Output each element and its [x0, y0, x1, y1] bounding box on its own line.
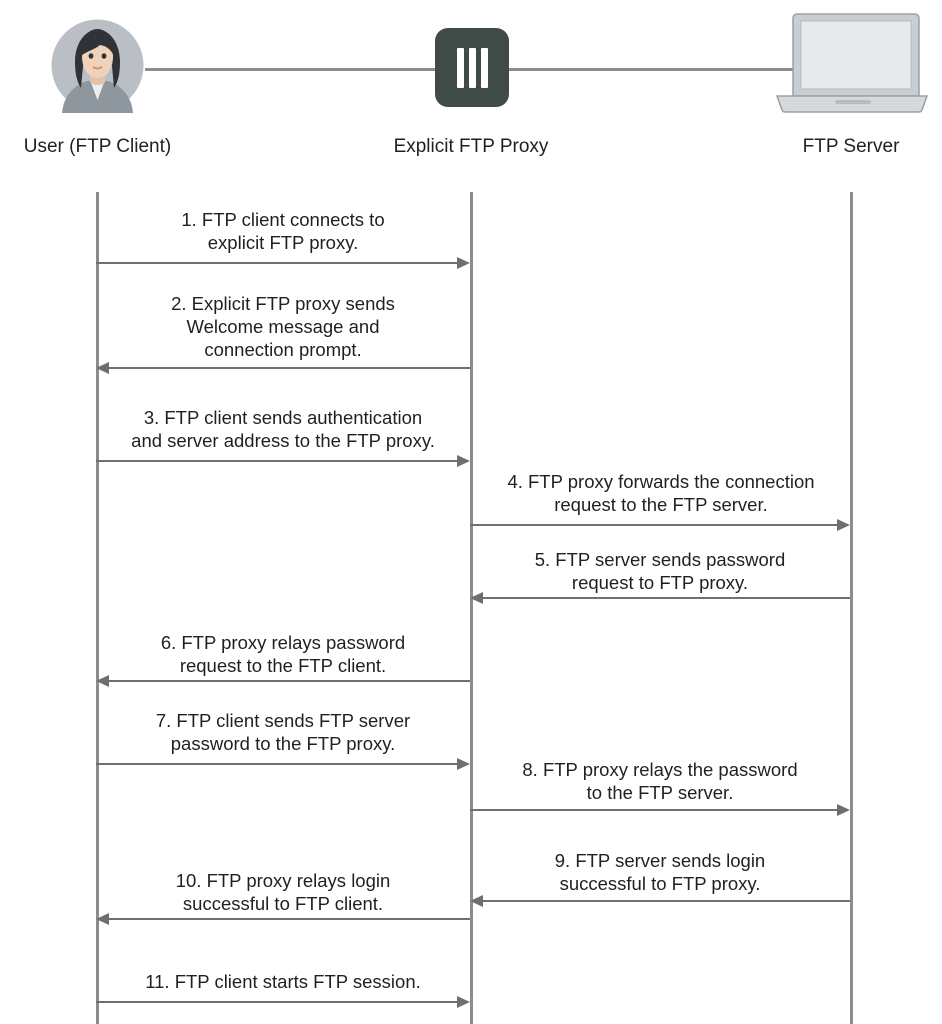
message-label-11: [96, 970, 470, 993]
message-arrow-9: [481, 900, 850, 902]
message-arrow-6: [107, 680, 470, 682]
message-3-line-2: and server address to the FTP proxy.: [131, 430, 435, 451]
message-arrow-8: [470, 809, 839, 811]
message-2-line-3: connection prompt.: [204, 339, 362, 360]
message-8-line-2: to the FTP server.: [586, 782, 734, 803]
actor-label-proxy: Explicit FTP Proxy: [393, 136, 549, 157]
message-label-10: [96, 869, 470, 915]
message-label-7: [96, 709, 470, 755]
proxy-server-icon: [435, 28, 509, 107]
message-arrow-3: [96, 460, 459, 462]
message-label-1: [96, 208, 470, 254]
message-arrow-2-head: [96, 362, 109, 374]
message-5-line-1: 5. FTP server sends password: [534, 549, 786, 570]
message-8-line-1: 8. FTP proxy relays the password: [522, 759, 798, 780]
connector-client-proxy: [145, 68, 435, 71]
message-11-line-1: 11. FTP client starts FTP session.: [145, 971, 421, 992]
message-arrow-5: [481, 597, 850, 599]
message-7-line-2: password to the FTP proxy.: [170, 733, 396, 754]
message-arrow-3-head: [457, 455, 470, 467]
message-arrow-7-head: [457, 758, 470, 770]
message-4-line-1: 4. FTP proxy forwards the connection: [507, 471, 815, 492]
message-4-line-2: request to the FTP server.: [554, 494, 768, 515]
message-7-line-1: 7. FTP client sends FTP server: [155, 710, 411, 731]
lifeline-server: [850, 192, 853, 1024]
message-label-8: [470, 758, 850, 804]
message-label-9: [470, 849, 850, 895]
message-arrow-10: [107, 918, 470, 920]
message-arrow-7: [96, 763, 459, 765]
message-label-3: [88, 406, 478, 452]
message-6-line-2: request to the FTP client.: [179, 655, 387, 676]
message-arrow-9-head: [470, 895, 483, 907]
message-10-line-2: successful to FTP client.: [182, 893, 384, 914]
message-arrow-4: [470, 524, 839, 526]
message-arrow-4-head: [837, 519, 850, 531]
message-label-5: [470, 548, 850, 594]
message-arrow-1-head: [457, 257, 470, 269]
laptop-icon: [775, 10, 930, 120]
message-label-2: [96, 292, 470, 361]
actor-label-server: FTP Server: [802, 136, 900, 157]
message-arrow-11: [96, 1001, 459, 1003]
message-2-line-2: Welcome message and: [186, 316, 380, 337]
message-6-line-1: 6. FTP proxy relays password: [160, 632, 406, 653]
message-1-line-1: 1. FTP client connects to: [181, 209, 385, 230]
message-9-line-2: successful to FTP proxy.: [559, 873, 761, 894]
message-arrow-1: [96, 262, 459, 264]
message-2-line-1: 2. Explicit FTP proxy sends: [171, 293, 395, 314]
connector-proxy-server: [509, 68, 799, 71]
message-arrow-8-head: [837, 804, 850, 816]
message-arrow-2: [107, 367, 470, 369]
message-9-line-1: 9. FTP server sends login: [554, 850, 766, 871]
message-label-4: [466, 470, 856, 516]
message-5-line-2: request to FTP proxy.: [571, 572, 749, 593]
message-1-line-2: explicit FTP proxy.: [207, 232, 359, 253]
message-arrow-6-head: [96, 675, 109, 687]
message-arrow-5-head: [470, 592, 483, 604]
user-avatar-icon: [50, 18, 145, 113]
message-arrow-11-head: [457, 996, 470, 1008]
actor-label-client: User (FTP Client): [23, 136, 172, 157]
message-10-line-1: 10. FTP proxy relays login: [175, 870, 391, 891]
message-3-line-1: 3. FTP client sends authentication: [143, 407, 423, 428]
message-label-6: [96, 631, 470, 677]
message-arrow-10-head: [96, 913, 109, 925]
